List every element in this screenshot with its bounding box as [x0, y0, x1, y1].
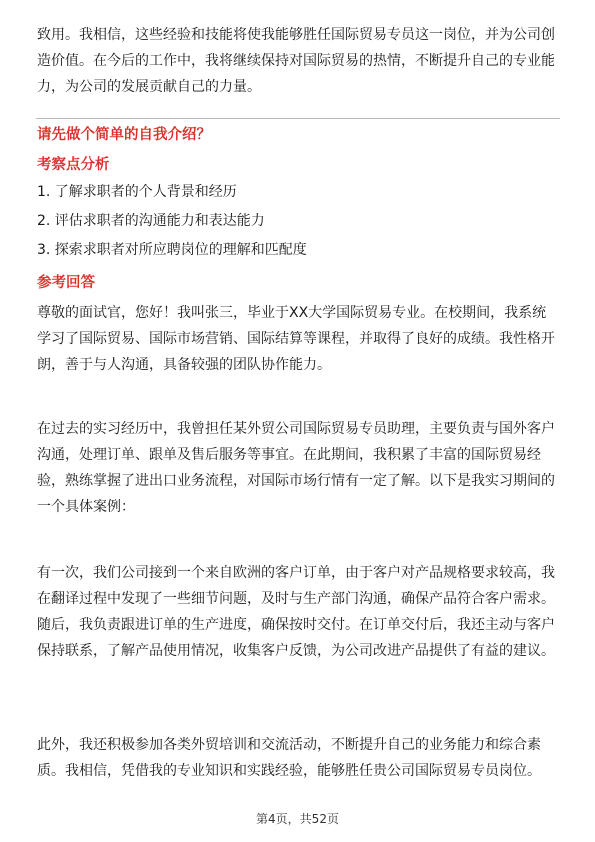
answer-paragraph-1: 尊敬的面试官，您好！我叫张三，毕业于XX大学国际贸易专业。在校期间，我系统学习了国际贸易、国际市场营销、国际结算等课程，并取得了良好的成绩。我性格开朗，善于与人沟通，具备较强的团队协作能力。 — [37, 305, 555, 373]
section-divider — [36, 118, 560, 119]
answer-heading: 参考回答 — [37, 275, 95, 291]
answer-paragraph-4: 此外，我还积极参加各类外贸培训和交流活动，不断提升自己的业务能力和综合素质。我相信，凭借我的专业知识和实践经验，能够胜任贵公司国际贸易专员岗位。 — [37, 737, 541, 779]
intro-continuation-paragraph: 致用。我相信，这些经验和技能将使我能够胜任国际贸易专员这一岗位，并为公司创造价值。在今后的工作中，我将继续保持对国际贸易的热情，不断提升自己的专业能力，为公司的发展贡献自己的力量。 — [37, 27, 555, 95]
analysis-point-2: 2. 评估求职者的沟通能力和表达能力 — [37, 213, 265, 229]
analysis-point-3: 3. 探索求职者对所应聘岗位的理解和匹配度 — [37, 242, 307, 258]
question-title: 请先做个简单的自我介绍？ — [37, 127, 211, 143]
answer-paragraph-2: 在过去的实习经历中，我曾担任某外贸公司国际贸易专员助理，主要负责与国外客户沟通，处理订单、跟单及售后服务等事宜。在此期间，我积累了丰富的国际贸易经验，熟练掌握了进出口业务流程，对国际市场行情有一定了解。以下是我实习期间的一个具体案例： — [37, 421, 555, 515]
analysis-point-1: 1. 了解求职者的个人背景和经历 — [37, 184, 237, 200]
answer-paragraph-3: 有一次，我们公司接到一个来自欧洲的客户订单，由于客户对产品规格要求较高，我在翻译过程中发现了一些细节问题，及时与生产部门沟通，确保产品符合客户需求。随后，我负责跟进订单的生产进度，确保按时交付。在订单交付后，我还主动与客户保持联系，了解产品使用情况，收集客户反馈，为公司改进产品提供了有益的建议。 — [37, 565, 555, 659]
page-number-footer: 第4页，共52页 — [256, 812, 339, 826]
analysis-heading: 考察点分析 — [37, 157, 110, 173]
